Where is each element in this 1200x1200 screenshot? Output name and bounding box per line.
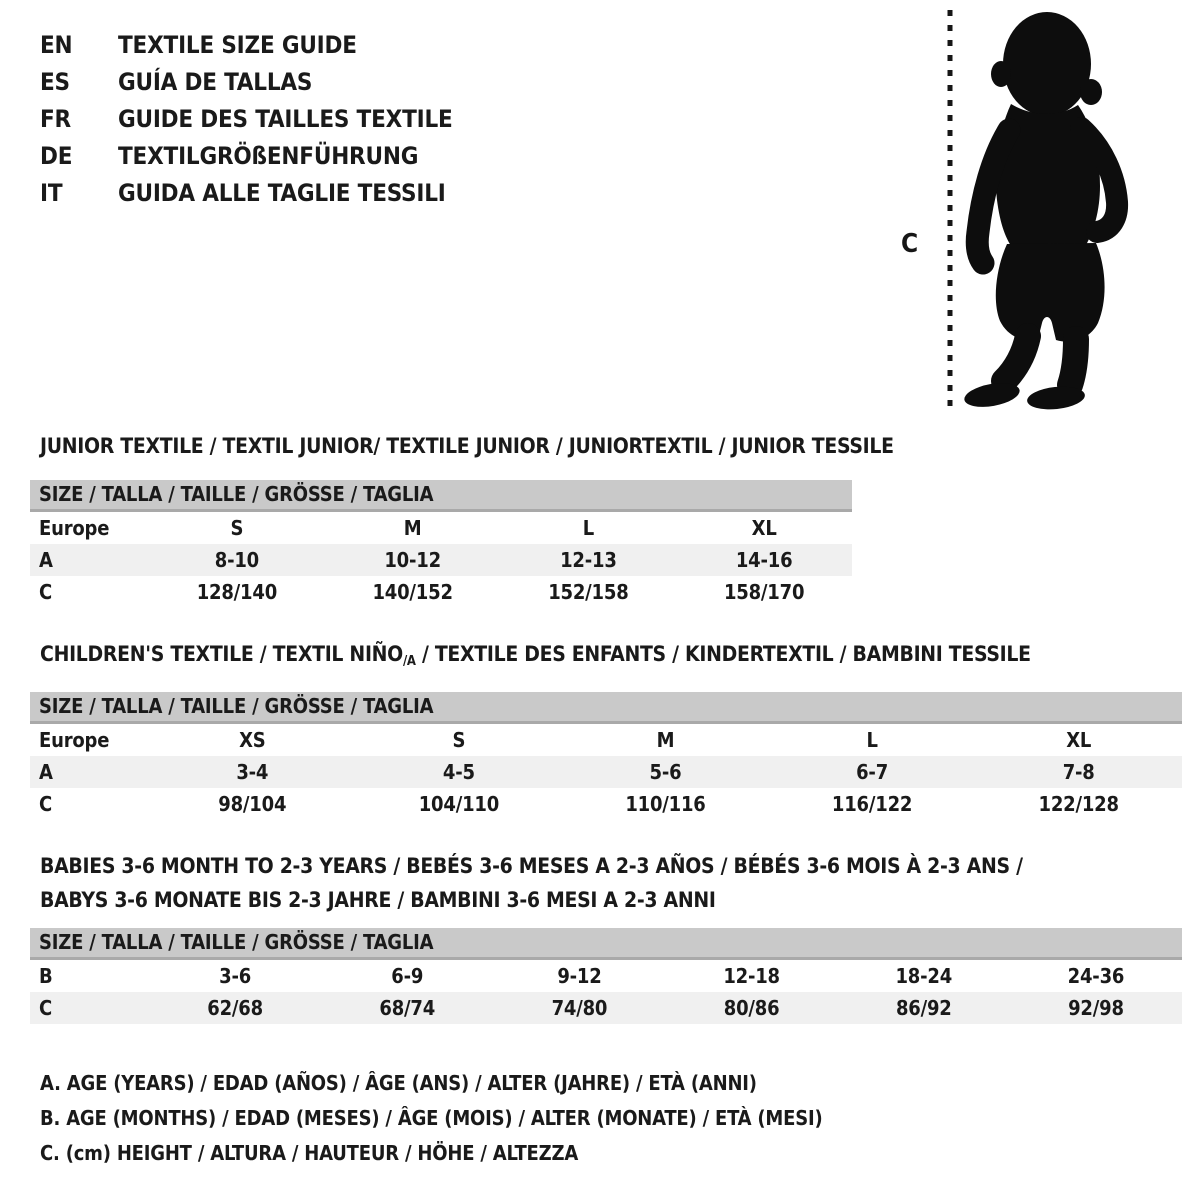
- row-label: C: [39, 996, 53, 1020]
- height-cell: 68/74: [379, 996, 436, 1020]
- table-row-height: [30, 788, 1182, 820]
- table-row-europe: [30, 512, 852, 544]
- age-cell: 14-16: [735, 548, 793, 572]
- legend-line-c: C. (cm) HEIGHT / ALTURA / HAUTEUR / HÖHE / ALTEZZA: [40, 1141, 579, 1165]
- height-cell: 74/80: [551, 996, 608, 1020]
- height-cell: 116/122: [831, 792, 913, 816]
- language-list: [40, 26, 453, 211]
- size-cell: XL: [751, 516, 777, 540]
- section-title-junior: JUNIOR TEXTILE / TEXTIL JUNIOR/ TEXTILE JUNIOR / JUNIORTEXTIL / JUNIOR TESSILE: [40, 434, 894, 458]
- language-code: IT: [40, 178, 63, 207]
- size-header-bar: [30, 692, 1182, 724]
- row-label: Europe: [39, 516, 110, 540]
- section-title-babies-line2: BABYS 3-6 MONATE BIS 2-3 JAHRE / BAMBINI 3-6 MESI A 2-3 ANNI: [40, 888, 716, 912]
- size-cell: M: [403, 516, 422, 540]
- size-header-bar: [30, 480, 852, 512]
- age-cell: 12-13: [560, 548, 617, 572]
- size-cell: L: [866, 728, 878, 752]
- language-code: ES: [40, 67, 70, 96]
- row-label: Europe: [39, 728, 110, 752]
- height-cell: 152/158: [548, 580, 629, 604]
- children-size-table: [30, 692, 1182, 820]
- size-cell: XL: [1066, 728, 1092, 752]
- silhouette-leg-right: [1070, 339, 1076, 385]
- table-row-europe: [30, 724, 1182, 756]
- age-cell: 9-12: [557, 964, 602, 988]
- section-title-children-prefix: CHILDREN'S TEXTILE / TEXTIL NIÑO: [40, 642, 403, 666]
- age-cell: 3-4: [236, 760, 269, 784]
- section-title-babies: [40, 849, 1023, 917]
- height-cell: 158/170: [723, 580, 805, 604]
- age-cell: 5-6: [649, 760, 682, 784]
- table-row-age-months: [30, 960, 1182, 992]
- age-cell: 24-36: [1067, 964, 1125, 988]
- toddler-height-figure: [895, 2, 1130, 422]
- section-title-children-suffix: / TEXTILE DES ENFANTS / KINDERTEXTIL / BAMBINI TESSILE: [415, 642, 1031, 666]
- table-row-height: [30, 576, 852, 608]
- height-cell: 104/110: [418, 792, 500, 816]
- table-row-age-years: [30, 544, 852, 576]
- language-label: TEXTILGRÖßENFÜHRUNG: [118, 141, 419, 170]
- language-code: FR: [40, 104, 71, 133]
- junior-size-table: [30, 480, 852, 608]
- age-cell: 3-6: [219, 964, 252, 988]
- height-cell: 62/68: [207, 996, 263, 1020]
- height-cell: 128/140: [196, 580, 278, 604]
- age-cell: 18-24: [895, 964, 953, 988]
- language-label: GUIDA ALLE TAGLIE TESSILI: [118, 178, 446, 207]
- legend: [40, 1066, 823, 1171]
- age-cell: 6-9: [391, 964, 424, 988]
- size-header-text: SIZE / TALLA / TAILLE / GRÖSSE / TAGLIA: [39, 694, 434, 718]
- age-cell: 8-10: [214, 548, 259, 572]
- height-cell: 86/92: [895, 996, 952, 1020]
- silhouette-leg-left: [1004, 336, 1028, 381]
- section-title-babies-line1: BABIES 3-6 MONTH TO 2-3 YEARS / BEBÉS 3-6 MESES A 2-3 AÑOS / BÉBÉS 3-6 MOIS À 2-3 ANS /: [40, 854, 1023, 878]
- babies-size-table: [30, 928, 1182, 1024]
- language-code: EN: [40, 30, 73, 59]
- language-label: TEXTILE SIZE GUIDE: [118, 30, 357, 59]
- age-cell: 7-8: [1062, 760, 1095, 784]
- age-cell: 6-7: [856, 760, 889, 784]
- silhouette-head: [1003, 12, 1091, 116]
- row-label: A: [39, 548, 53, 572]
- size-cell: S: [230, 516, 244, 540]
- age-cell: 10-12: [384, 548, 441, 572]
- section-title-children-sub: /A: [402, 654, 416, 669]
- height-cell: 98/104: [218, 792, 287, 816]
- row-label: A: [39, 760, 53, 784]
- row-label: C: [39, 580, 53, 604]
- silhouette-shorts: [996, 243, 1105, 342]
- size-header-bar: [30, 928, 1182, 960]
- row-label: C: [39, 792, 53, 816]
- size-cell: S: [452, 728, 466, 752]
- language-row-de: [40, 137, 453, 174]
- toddler-silhouette: [963, 12, 1118, 412]
- height-label-c: C: [901, 229, 919, 259]
- size-cell: L: [582, 516, 594, 540]
- age-cell: 12-18: [723, 964, 780, 988]
- size-cell: M: [656, 728, 675, 752]
- height-cell: 110/116: [625, 792, 706, 816]
- language-label: GUIDE DES TAILLES TEXTILE: [118, 104, 453, 133]
- silhouette-ear-right: [1080, 79, 1102, 105]
- silhouette-ear-left: [991, 61, 1011, 87]
- table-row-age-years: [30, 756, 1182, 788]
- section-title-children: [40, 642, 1031, 669]
- language-label: GUÍA DE TALLAS: [118, 67, 313, 96]
- size-cell: XS: [239, 728, 266, 752]
- legend-line-b: B. AGE (MONTHS) / EDAD (MESES) / ÂGE (MOIS) / ALTER (MONATE) / ETÀ (MESI): [40, 1106, 823, 1130]
- height-cell: 92/98: [1068, 996, 1124, 1020]
- language-row-es: [40, 63, 453, 100]
- height-cell: 140/152: [372, 580, 453, 604]
- size-header-text: SIZE / TALLA / TAILLE / GRÖSSE / TAGLIA: [39, 482, 434, 506]
- language-code: DE: [40, 141, 73, 170]
- table-row-height: [30, 992, 1182, 1024]
- language-row-it: [40, 174, 453, 211]
- legend-line-a: A. AGE (YEARS) / EDAD (AÑOS) / ÂGE (ANS) / ALTER (JAHRE) / ETÀ (ANNI): [40, 1071, 757, 1095]
- age-cell: 4-5: [442, 760, 475, 784]
- height-cell: 122/128: [1038, 792, 1119, 816]
- height-cell: 80/86: [723, 996, 780, 1020]
- row-label: B: [39, 964, 53, 988]
- language-row-en: [40, 26, 453, 63]
- size-header-text: SIZE / TALLA / TAILLE / GRÖSSE / TAGLIA: [39, 930, 434, 954]
- language-row-fr: [40, 100, 453, 137]
